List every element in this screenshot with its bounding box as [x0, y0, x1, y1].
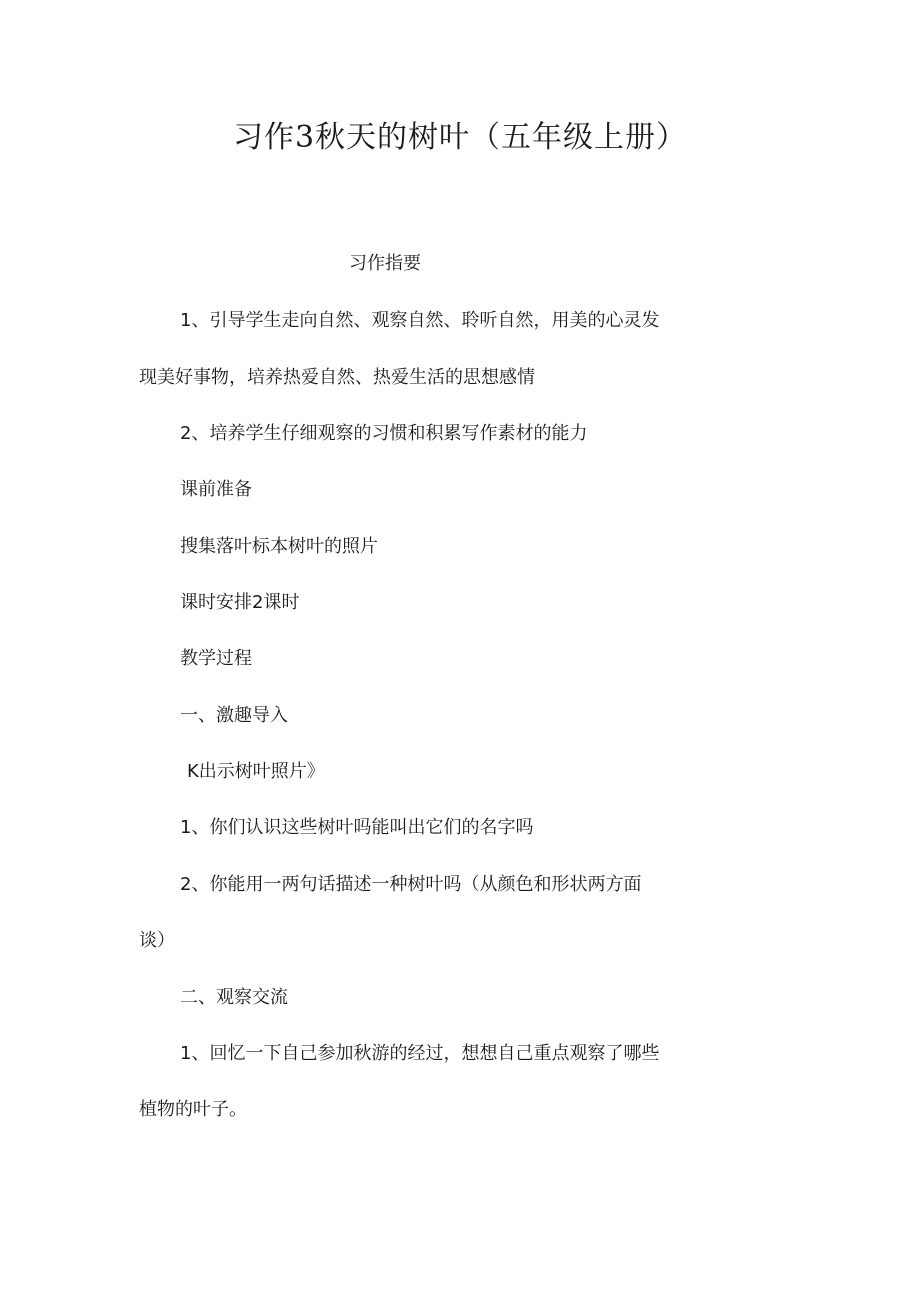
- paragraph-line: 搜集落叶标本树叶的照片: [180, 536, 378, 557]
- paragraph-line: 2、培养学生仔细观察的习惯和积累写作素材的能力: [180, 423, 588, 444]
- paragraph-line: 现美好事物，培养热爱自然、热爱生活的思想感情: [139, 367, 535, 388]
- section-heading: 习作指要: [349, 253, 421, 274]
- paragraph-line: 教学过程: [180, 648, 252, 669]
- paragraph-line: 课时安排2课时: [180, 592, 300, 613]
- paragraph-line: 谈）: [139, 930, 175, 951]
- paragraph-line: 一、激趣导入: [180, 705, 288, 726]
- paragraph-line: 1、你们认识这些树叶吗能叫出它们的名字吗: [180, 817, 534, 838]
- paragraph-line: 二、观察交流: [180, 987, 288, 1008]
- paragraph-line: K出示树叶照片》: [187, 761, 325, 782]
- paragraph-line: 植物的叶子。: [139, 1099, 247, 1120]
- paragraph-line: 1、回忆一下自己参加秋游的经过，想想自己重点观察了哪些: [180, 1043, 660, 1064]
- document-title: 习作3秋天的树叶（五年级上册）: [232, 120, 688, 155]
- paragraph-line: 课前准备: [180, 479, 252, 500]
- paragraph-line: 1、引导学生走向自然、观察自然、聆听自然，用美的心灵发: [180, 310, 660, 331]
- paragraph-line: 2、你能用一两句话描述一种树叶吗（从颜色和形状两方面: [180, 874, 642, 895]
